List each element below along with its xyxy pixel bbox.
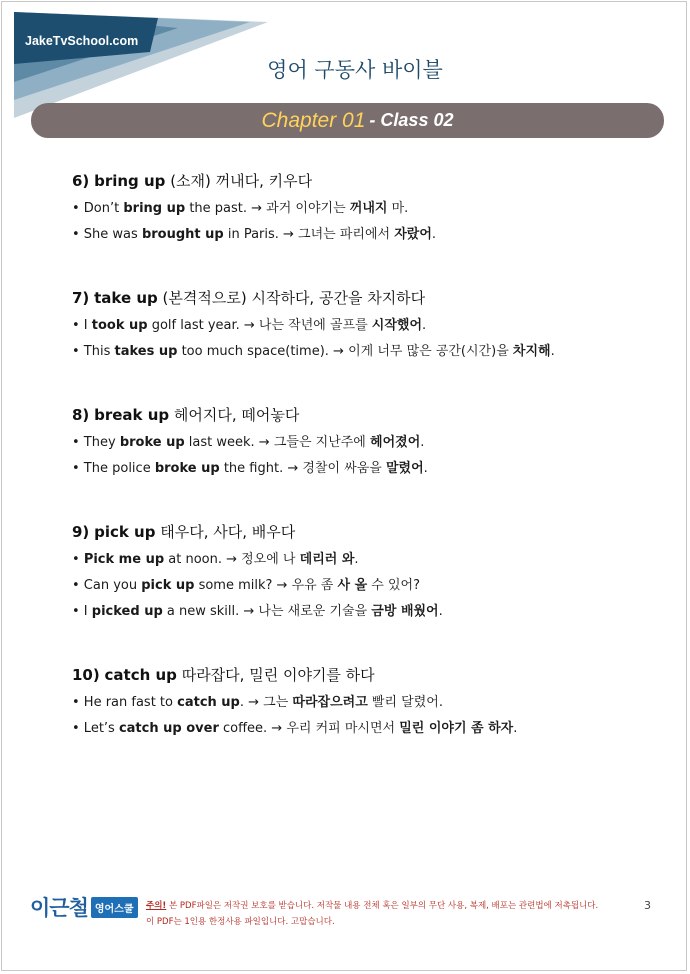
highlighted-phrase: 시작했어 [371,318,423,333]
notice-line-2: 이 PDF는 1인용 한정사용 파일입니다. 고맙습니다. [146,917,335,927]
highlighted-phrase: brought up [141,227,224,242]
sentence-text: • Don’t [72,201,124,216]
section-title [72,283,662,313]
highlighted-phrase: 자랐어 [394,227,432,242]
highlighted-phrase: 꺼내지 [349,201,388,216]
highlighted-phrase: 차지해 [512,344,551,359]
sentence-text: • Let’s [72,721,119,736]
section-number: 9) [72,523,90,541]
section-number: 7) [72,289,90,307]
example-sentence [72,313,662,339]
verb-meaning: 따라잡다, 밀린 이야기를 하다 [181,666,375,684]
sentence-text: • The police [72,461,155,476]
highlighted-phrase: Pick me up [83,552,165,567]
school-logo [30,892,138,922]
example-sentence [72,690,662,716]
example-sentence [72,430,662,456]
sentence-text: too much space(time). → 이게 너무 많은 공간(시간)을 [177,344,513,359]
sentence-text: . [438,604,443,619]
chapter-label: Chapter 01 [261,108,366,132]
phrasal-verb-section [72,166,662,248]
sentence-text: the fight. → 경찰이 싸움을 [219,461,386,476]
sentence-text: • They [72,435,120,450]
sentence-text: golf last year. → 나는 작년에 골프를 [147,318,372,333]
section-title [72,400,662,430]
highlighted-phrase: 사 올 [337,578,368,593]
phrasal-verb-list [72,166,662,777]
highlighted-phrase: 데리러 와 [299,552,355,567]
example-sentence [72,547,662,573]
sentence-text: a new skill. → 나는 새로운 기술을 [162,604,372,619]
phrasal-verb-section [72,660,662,742]
phrasal-verb: bring up [94,172,166,190]
highlighted-phrase: catch up over [118,721,219,736]
highlighted-phrase: picked up [91,604,163,619]
sentence-text: . [354,552,359,567]
sentence-text: 빨리 달렸어. [367,695,443,710]
section-number: 10) [72,666,100,684]
sentence-text: 수 있어? [367,578,421,593]
highlighted-phrase: took up [91,318,148,333]
sentence-text: . [431,227,437,242]
logo-text: 이근철 [30,896,88,920]
example-sentence [72,573,662,599]
sentence-text: • Can you [72,578,142,593]
section-title [72,166,662,196]
highlighted-phrase: takes up [114,344,178,359]
sentence-text: at noon. → 정오에 나 [164,552,300,567]
sentence-text: the past. → 과거 이야기는 [185,201,350,216]
verb-meaning: (본격적으로) 시작하다, 공간을 차지하다 [162,289,426,307]
sentence-text: some milk? → 우유 좀 [194,578,338,593]
section-number: 8) [72,406,90,424]
phrasal-verb: take up [94,289,158,307]
verb-meaning: 태우다, 사다, 배우다 [160,523,296,541]
phrasal-verb-section [72,517,662,625]
example-sentence [72,599,662,625]
phrasal-verb-section [72,400,662,482]
sentence-text: • She was [72,227,142,242]
sentence-text: . → 그는 [239,695,293,710]
sentence-text: . [513,721,518,736]
sentence-text: 마. [387,201,409,216]
logo-badge: 영어스쿨 [91,897,138,918]
phrasal-verb-section [72,283,662,365]
section-title [72,517,662,547]
highlighted-phrase: 금방 배웠어 [371,604,439,619]
sentence-text: • I [72,604,92,619]
sentence-text: . [423,461,428,476]
sentence-text: • He ran fast to [72,695,178,710]
example-sentence [72,456,662,482]
sentence-text: . [420,435,425,450]
highlighted-phrase: catch up [177,695,240,710]
verb-meaning: 헤어지다, 떼어놓다 [173,406,300,424]
sentence-text: in Paris. → 그녀는 파리에서 [223,227,395,242]
example-sentence [72,222,662,248]
highlighted-phrase: pick up [141,578,195,593]
phrasal-verb: pick up [94,523,156,541]
site-label: JakeTvSchool.com [25,34,139,48]
example-sentence [72,339,662,365]
section-number: 6) [72,172,90,190]
sentence-text: coffee. → 우리 커피 마시면서 [218,721,400,736]
example-sentence [72,196,662,222]
verb-meaning: (소재) 꺼내다, 키우다 [170,172,313,190]
phrasal-verb: catch up [104,666,177,684]
page-number: 3 [644,899,651,912]
section-title [72,660,662,690]
class-label: - Class 02 [369,110,454,130]
sentence-text: • This [72,344,115,359]
highlighted-phrase: 말렸어 [385,461,424,476]
sentence-text: . [550,344,555,359]
sentence-text: last week. → 그들은 지난주에 [184,435,371,450]
chapter-bar [31,103,664,138]
sentence-text: • [72,552,84,567]
notice-warning: 주의! [146,901,167,911]
copyright-notice [146,898,641,930]
sentence-text: • I [72,318,92,333]
highlighted-phrase: broke up [154,461,220,476]
highlighted-phrase: 헤어졌어 [370,435,421,450]
highlighted-phrase: 밀린 이야기 좀 하자 [399,721,514,736]
sentence-text: . [422,318,427,333]
phrasal-verb: break up [94,406,170,424]
book-title: 영어 구동사 바이블 [267,58,443,82]
notice-line-1: 본 PDF파일은 저작권 보호를 받습니다. 저작물 내용 전체 혹은 일부의 무단 사용, 복제, 배포는 관련법에 저촉됩니다. [166,901,599,911]
highlighted-phrase: broke up [119,435,185,450]
highlighted-phrase: 따라잡으려고 [292,695,368,710]
highlighted-phrase: bring up [123,201,186,216]
example-sentence [72,716,662,742]
